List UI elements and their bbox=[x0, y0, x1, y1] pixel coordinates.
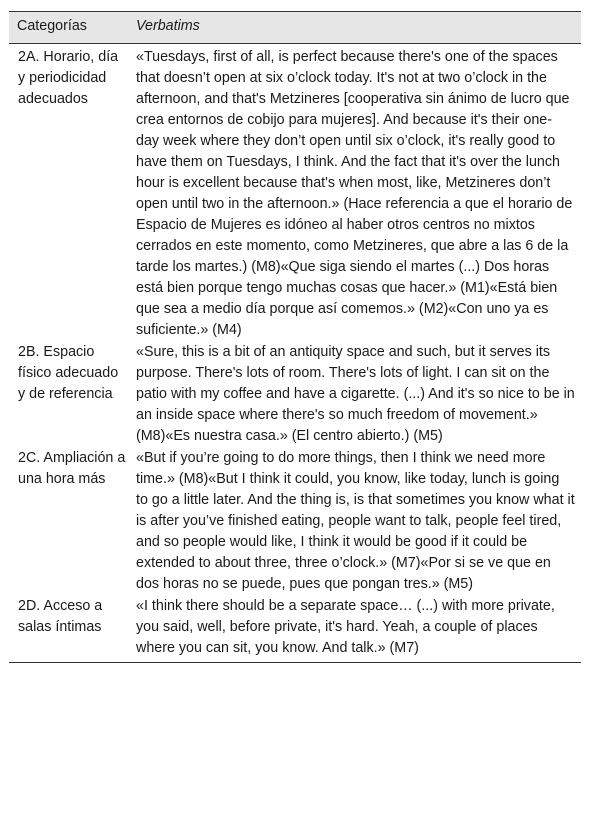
category-cell: 2D. Acceso a salas íntimas bbox=[9, 595, 133, 663]
header-categories: Categorías bbox=[9, 12, 133, 44]
verbatims-table-container bbox=[9, 11, 581, 663]
verbatim-cell: «Tuesdays, first of all, is perfect because there's one of the spaces that doesn’t open at six o’clock today. It's not at two o’clock in the afternoon, and that's Metzineres [cooperativa sin ánimo de lucro que crea entornos de cobijo para mujeres]. And because it's their one-day week where they don’t open until six o’clock, it's really good to have them on Tuesdays, I think. And the fact that it's over the lunch hour is excellent because that's when most, like, Metzineres don’t open until two in the afternoon.» (Hace referencia a que el horario de Espacio de Mujeres es idóneo al haber otros centros no mixtos cerrados en este momento, como Metzineres, que abre a las 6 de la tarde los martes.) (M8)«Que siga siendo el martes (...) Dos horas está bien porque tengo muchas cosas que hacer.» (M1)«Está bien que sea a medio día porque así comemos.» (M2)«Con uno ya es suficiente.» (M4) bbox=[136, 49, 573, 338]
header-row bbox=[9, 12, 581, 44]
verbatims-table bbox=[9, 11, 581, 663]
verbatim-cell: «But if you’re going to do more things, then I think we need more time.» (M8)«But I think it could, you know, like today, lunch is going to go a little later. And the thing is, is that sometimes you know what it is after you’ve finished eating, people want to talk, people feel tired, and so people would like, I think it would be good if it could be extended to about three, three o’clock.» (M7)«Por si se ve que en dos horas no se puede, pues que pongan tres.» (M5) bbox=[136, 450, 575, 592]
table-row bbox=[9, 595, 581, 663]
table-row bbox=[9, 341, 581, 447]
table-row bbox=[9, 44, 581, 342]
category-cell: 2C. Ampliación a una hora más bbox=[18, 450, 126, 487]
verbatim-cell: «Sure, this is a bit of an antiquity space and such, but it serves its purpose. There's lots of room. There's lots of light. I can sit on the patio with my coffee and have a cigarette. (...) And it's so nice to be in an inside space where there's so much freedom of movement.» (M8)«Es nuestra casa.» (El centro abierto.) (M5) bbox=[136, 344, 575, 444]
verbatim-cell: «I think there should be a separate space… (...) with more private, you said, well, before private, it's hard. Yeah, a couple of places where you can sit, you know. And talk.» (M7) bbox=[133, 595, 581, 663]
category-cell: 2A. Horario, día y periodicidad adecuados bbox=[18, 49, 119, 107]
table-row bbox=[9, 447, 581, 595]
table-header bbox=[9, 12, 581, 44]
category-cell: 2B. Espacio físico adecuado y de referencia bbox=[18, 344, 119, 402]
header-verbatims: Verbatims bbox=[133, 12, 581, 44]
table-body bbox=[9, 44, 581, 663]
